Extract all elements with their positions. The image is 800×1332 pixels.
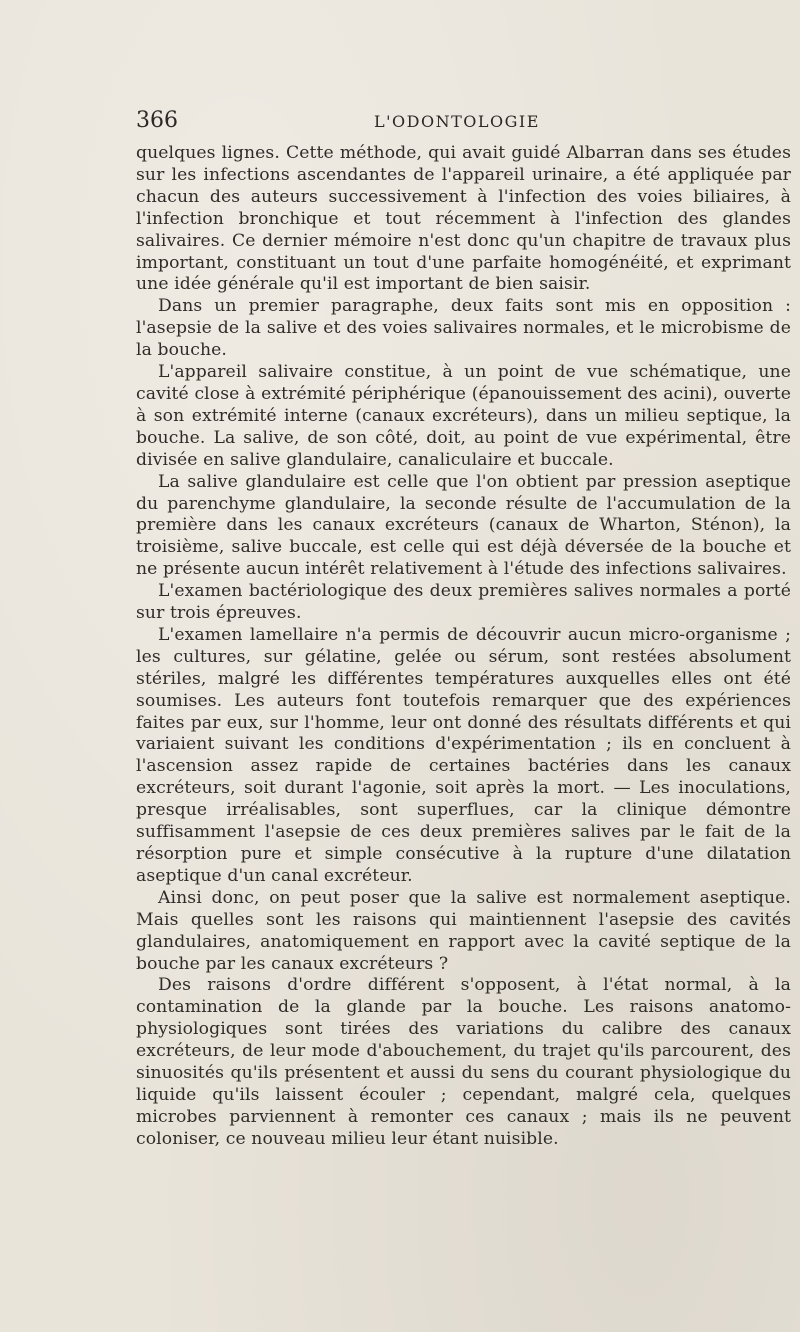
running-title: L'ODONTOLOGIE (374, 112, 540, 131)
page-header (136, 108, 796, 138)
paragraph-7: Ainsi donc, on peut poser que la salive est normalement aseptique. Mais quelles sont les raisons qui maintiennent l'asepsie des cavités glandulaires, anatomiquement en rapport avec la cavité septique de la bouche par les canaux excréteurs ? (136, 887, 791, 974)
paragraph-3: L'appareil salivaire constitue, à un point de vue schématique, une cavité close à extrémité périphérique (épanouissement des acini), ouverte à son extrémité interne (canaux excréteurs), dans un milieu septique, la bouche. La salive, de son côté, doit, au point de vue expérimental, être divisée en salive glandulaire, canaliculaire et buccale. (136, 362, 791, 470)
paragraph-8: Des raisons d'ordre différent s'opposent, à l'état normal, à la contamination de la glande par la bouche. Les raisons anatomo-physiologiques sont tirées des variations du calibre des canaux excréteurs, de leur mode d'abouchement, du trajet qu'ils parcourent, des sinuosités qu'ils présentent et aussi du sens du courant physiologique du liquide qu'ils laissent écouler ; cependant, malgré cela, quelques microbes parviennent à remonter ces canaux ; mais ils ne peuvent coloniser, ce nouveau milieu leur étant nuisible. (136, 975, 791, 1149)
paragraph-5: L'examen bactériologique des deux premières salives normales a porté sur trois épreuves. (136, 581, 791, 624)
paragraph-1: quelques lignes. Cette méthode, qui avait guidé Albarran dans ses études sur les infections ascendantes de l'appareil urinaire, a été appliquée par chacun des auteurs successivement à l'infection des voies biliaires, à l'infection bronchique et tout récemment à l'infection des glandes salivaires. Ce dernier mémoire n'est donc qu'un chapitre de travaux plus important, constituant un tout d'une parfaite homogénéité, et exprimant une idée générale qu'il est important de bien saisir. (136, 143, 791, 295)
paragraph-6: L'examen lamellaire n'a permis de découvrir aucun micro-organisme ; les cultures, sur gélatine, gelée ou sérum, sont restées absolument stériles, malgré les différentes températures auxquelles elles ont été soumises. Les auteurs font toutefois remarquer que des expériences faites par eux, sur l'homme, leur ont donné des résultats différents et qui variaient suivant les conditions d'expérimentation ; ils en concluent à l'ascension assez rapide de certaines bactéries dans les canaux excréteurs, soit durant l'agonie, soit après la mort. — Les inoculations, presque irréalisables, sont superflues, car la clinique démontre suffisamment l'asepsie de ces deux premières salives par le fait de la résorption pure et simple consécutive à la rupture d'une dilatation aseptique d'un canal excréteur. (136, 624, 791, 886)
page-number: 366 (136, 108, 178, 133)
paragraph-4: La salive glandulaire est celle que l'on obtient par pression aseptique du parenchyme glandulaire, la seconde résulte de l'accumulation de la première dans les canaux excréteurs (canaux de Wharton, Sténon), la troisième, salive buccale, est celle qui est déjà déversée de la bouche et ne présente aucun intérêt relativement à l'étude des infections salivaires. (136, 471, 791, 580)
body-text (136, 143, 791, 1151)
paragraph-2: Dans un premier paragraphe, deux faits sont mis en opposition : l'asepsie de la salive et des voies salivaires normales, et le microbisme de la bouche. (136, 296, 791, 361)
